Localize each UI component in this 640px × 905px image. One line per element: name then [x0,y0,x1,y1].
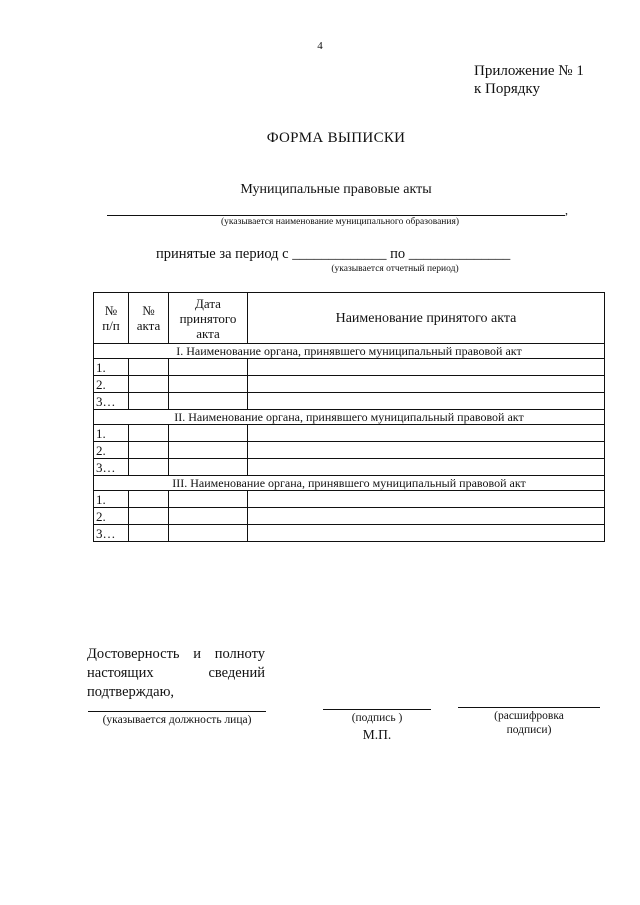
table-row [94,425,605,442]
header-act-number: № акта [129,293,169,344]
appendix-line-1: Приложение № 1 [474,63,584,79]
act-date-cell [169,376,248,393]
row-index: 1. [94,425,129,442]
period-line [156,246,510,263]
row-index: 2. [94,442,129,459]
table-row [94,359,605,376]
act-number-cell [129,442,169,459]
act-name-cell [248,359,605,376]
form-title: ФОРМА ВЫПИСКИ [266,130,406,146]
period-prefix: принятые за период с [156,246,289,262]
municipality-blank-line [107,215,565,216]
act-date-cell [169,442,248,459]
act-name-cell [248,376,605,393]
section-title: I. Наименование органа, принявшего муниципальный правовой акт [94,344,605,359]
act-number-cell [129,393,169,410]
act-date-cell [169,425,248,442]
row-index: 1. [94,491,129,508]
table-row [94,491,605,508]
subtitle: Муниципальные правовые акты [240,182,432,197]
act-number-cell [129,491,169,508]
position-blank-line [88,711,266,712]
acts-table [93,292,605,542]
header-act-name: Наименование принятого акта [248,293,605,344]
act-name-cell [248,393,605,410]
section-title: III. Наименование органа, принявшего муниципальный правовой акт [94,476,605,491]
section-row [94,476,605,491]
period-caption: (указывается отчетный период) [331,264,459,274]
act-date-cell [169,393,248,410]
signature-caption: (подпись ) [351,712,403,724]
act-name-cell [248,442,605,459]
period-from-blank: _____________ [292,246,387,262]
table-header-row [94,293,605,344]
signature-blank-line [323,709,431,710]
municipality-comma: , [565,203,568,217]
act-name-cell [248,525,605,542]
page-number: 4 [317,40,323,52]
act-number-cell [129,525,169,542]
section-row [94,410,605,425]
decode-caption [466,709,592,737]
table-row [94,459,605,476]
confirmation-text: Достоверность и полноту настоящих сведений подтверждаю, [87,646,265,700]
row-index: 1. [94,359,129,376]
act-number-cell [129,508,169,525]
act-date-cell [169,359,248,376]
header-index: № п/п [94,293,129,344]
act-number-cell [129,425,169,442]
header-act-date: Дата принятого акта [169,293,248,344]
stamp-label: М.П. [362,727,392,742]
table-row [94,508,605,525]
appendix-line-2: к Порядку [474,81,540,97]
act-number-cell [129,359,169,376]
decode-caption-line-2: подписи) [506,724,552,736]
table-row [94,525,605,542]
row-index: 2. [94,376,129,393]
decode-blank-line [458,707,600,708]
act-number-cell [129,376,169,393]
period-to-blank: ______________ [408,246,511,262]
act-name-cell [248,491,605,508]
section-row [94,344,605,359]
decode-caption-line-1: (расшифровка [494,710,564,722]
row-index: 3… [94,393,129,410]
row-index: 3… [94,459,129,476]
act-name-cell [248,508,605,525]
act-date-cell [169,525,248,542]
table-row [94,442,605,459]
period-to-label: по [390,246,406,262]
act-date-cell [169,459,248,476]
table-row [94,393,605,410]
municipality-caption: (указывается наименование муниципального образования) [221,217,459,227]
act-name-cell [248,459,605,476]
appendix-reference [474,62,584,98]
position-caption: (указывается должность лица) [102,714,252,726]
row-index: 2. [94,508,129,525]
act-date-cell [169,508,248,525]
row-index: 3… [94,525,129,542]
act-date-cell [169,491,248,508]
act-number-cell [129,459,169,476]
section-title: II. Наименование органа, принявшего муниципальный правовой акт [94,410,605,425]
act-name-cell [248,425,605,442]
table-row [94,376,605,393]
